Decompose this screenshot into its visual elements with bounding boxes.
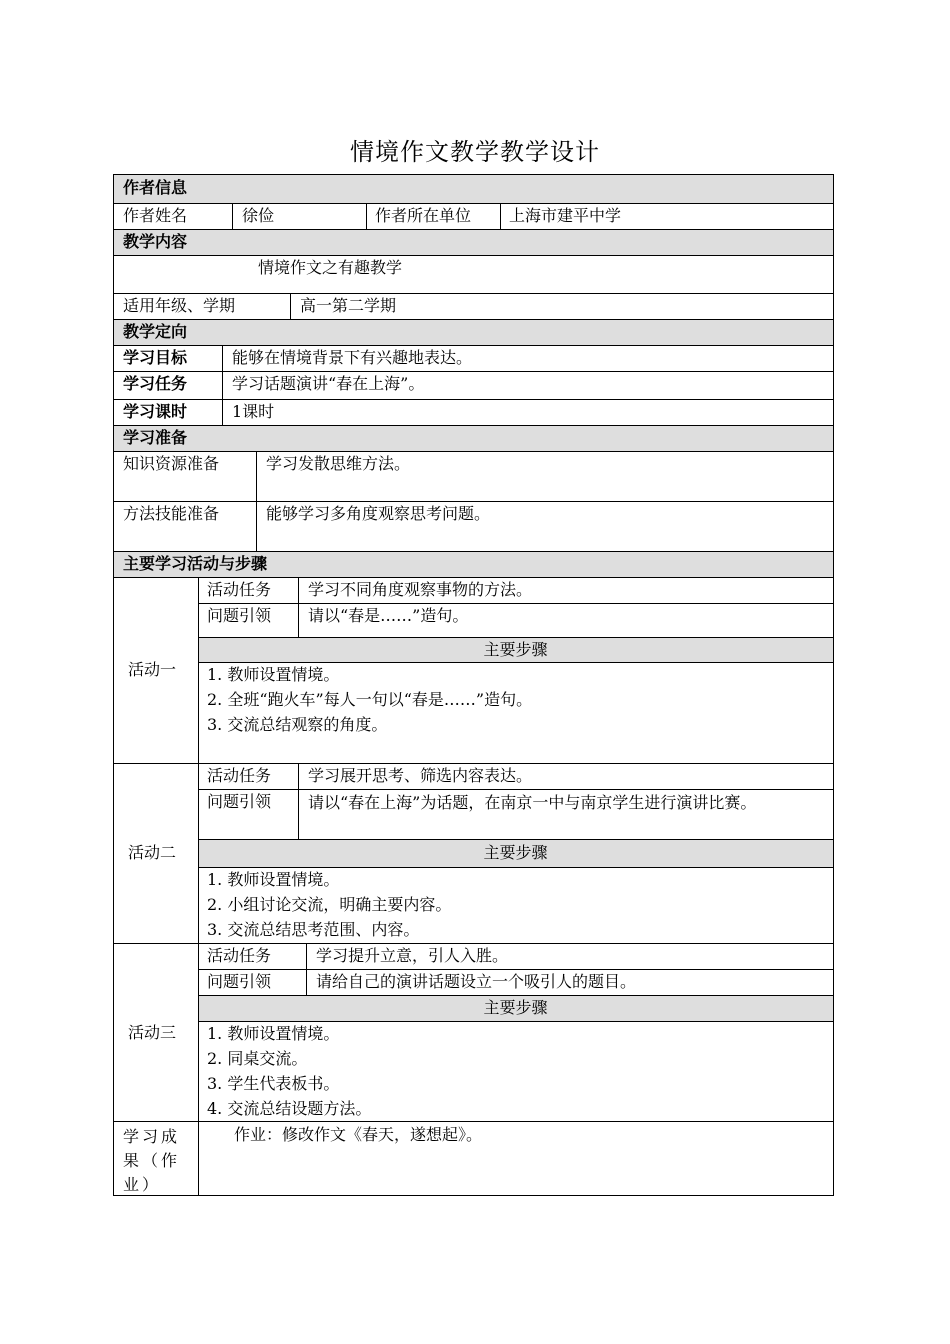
activity-3-step: 4. 交流总结设题方法。 <box>207 1099 372 1118</box>
activity-1-name: 活动一 <box>128 660 177 679</box>
activity-2-task-value: 学习展开思考、筛选内容表达。 <box>308 766 533 785</box>
activity-2-step: 1. 教师设置情境。 <box>207 870 340 889</box>
activity-3-task-label: 活动任务 <box>207 946 272 965</box>
task-label: 学习任务 <box>123 374 188 393</box>
activity-1-question-value: 请以“春是……”造句。 <box>308 606 469 625</box>
task-value: 学习话题演讲“春在上海”。 <box>232 374 425 393</box>
orientation-header: 教学定向 <box>123 322 188 341</box>
activity-2-step: 2. 小组讨论交流，明确主要内容。 <box>207 895 452 914</box>
activity-1-step: 3. 交流总结观察的角度。 <box>207 715 388 734</box>
hours-label: 学习课时 <box>123 402 188 421</box>
shade-content-header <box>114 229 833 255</box>
shade-preparation-header <box>114 425 833 451</box>
page-title: 情境作文教学教学设计 <box>350 138 600 166</box>
author-unit-label: 作者所在单位 <box>375 206 472 225</box>
author-name-value: 徐俭 <box>242 206 275 225</box>
activity-3-steps-header: 主要步骤 <box>483 998 548 1017</box>
activity-1-step: 2. 全班“跑火车”每人一句以“春是……”造句。 <box>207 690 533 709</box>
activity-3-step: 1. 教师设置情境。 <box>207 1024 340 1043</box>
grade-value: 高一第二学期 <box>300 296 397 315</box>
activity-2-step: 3. 交流总结思考范围、内容。 <box>207 920 420 939</box>
activity-3-step: 2. 同桌交流。 <box>207 1049 308 1068</box>
activity-3-name: 活动三 <box>128 1023 177 1042</box>
content-header: 教学内容 <box>123 232 188 251</box>
method-label: 方法技能准备 <box>123 504 220 523</box>
activity-1-step: 1. 教师设置情境。 <box>207 665 340 684</box>
goal-value: 能够在情境背景下有兴趣地表达。 <box>232 348 473 367</box>
activity-3-question-label: 问题引领 <box>207 972 272 991</box>
activities-header: 主要学习活动与步骤 <box>123 554 268 573</box>
activity-2-question-label: 问题引领 <box>207 792 272 811</box>
shade-author-header <box>114 175 833 203</box>
author-unit-value: 上海市建平中学 <box>509 206 622 225</box>
activity-1-steps-header: 主要步骤 <box>483 640 548 659</box>
activity-1-question-label: 问题引领 <box>207 606 272 625</box>
activity-1-task-label: 活动任务 <box>207 580 272 599</box>
author-name-label: 作者姓名 <box>123 206 188 225</box>
outcome-value: 作业：修改作文《春天，遂想起》。 <box>234 1125 483 1144</box>
outcome-label: 学习成果（作业） <box>123 1127 181 1194</box>
activity-1-task-value: 学习不同角度观察事物的方法。 <box>308 580 533 599</box>
activity-2-name: 活动二 <box>128 843 177 862</box>
author-info-header: 作者信息 <box>123 178 188 197</box>
goal-label: 学习目标 <box>123 348 188 367</box>
lesson-design-table <box>113 174 834 1196</box>
knowledge-value: 学习发散思维方法。 <box>266 454 411 473</box>
grade-label: 适用年级、学期 <box>123 296 236 315</box>
activity-2-steps-header: 主要步骤 <box>483 843 548 862</box>
activity-3-step: 3. 学生代表板书。 <box>207 1074 340 1093</box>
activity-2-task-label: 活动任务 <box>207 766 272 785</box>
activity-3-task-value: 学习提升立意，引人入胜。 <box>316 946 509 965</box>
lesson-topic: 情境作文之有趣教学 <box>258 258 403 277</box>
activity-3-question-value: 请给自己的演讲话题设立一个吸引人的题目。 <box>316 972 637 991</box>
method-value: 能够学习多角度观察思考问题。 <box>266 504 491 523</box>
hours-value: 1课时 <box>232 402 275 421</box>
activity-2-question-value: 请以“春在上海”为话题，在南京一中与南京学生进行演讲比赛。 <box>308 793 757 812</box>
knowledge-label: 知识资源准备 <box>123 454 220 473</box>
preparation-header: 学习准备 <box>123 428 188 447</box>
shade-orientation-header <box>114 319 833 345</box>
